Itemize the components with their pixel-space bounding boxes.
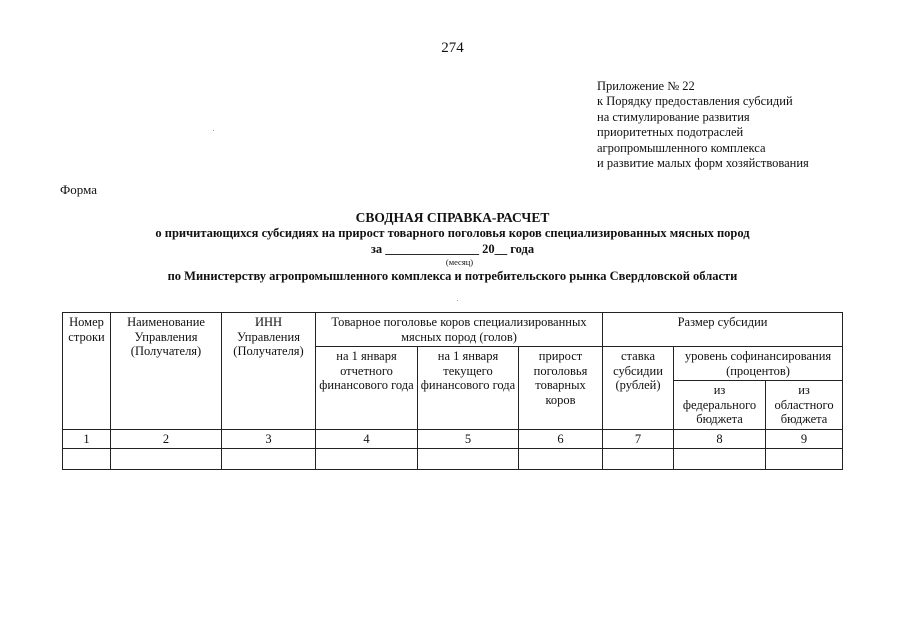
column-number: 9 [766,429,843,449]
ministry-line: по Министерству агропромышленного комплекса и потребительского рынка Свердловской области [167,269,738,283]
header-recipient-name: Наименование Управления (Получателя) [111,313,222,430]
appendix-line: агропромышленного комплекса [597,140,766,155]
header-livestock-group: Товарное поголовье коров специализированных мясных пород (голов) [316,313,603,347]
column-number: 7 [603,429,674,449]
column-number: 4 [316,429,418,449]
column-number-row [63,429,843,449]
appendix-line: и развитие малых форм хозяйствования [597,156,809,171]
column-number: 8 [674,429,766,449]
subsidy-calculation-table [62,312,843,470]
empty-cell [766,449,843,470]
column-number: 2 [111,429,222,449]
appendix-note [597,79,809,171]
header-jan-reporting-year: на 1 января отчетного финансового года [316,347,418,430]
column-number: 3 [222,429,316,449]
document-title-block [0,209,905,284]
empty-cell [519,449,603,470]
appendix-line: к Порядку предоставления субсидий [597,94,793,109]
header-cofinancing-group: уровень софинансирования (процентов) [674,347,843,381]
scan-speck [457,300,458,301]
column-number: 1 [63,429,111,449]
period-hint: (месяц) [445,257,474,267]
column-number: 6 [519,429,603,449]
table-row [63,449,843,470]
empty-cell [316,449,418,470]
header-federal-budget: из федерального бюджета [674,381,766,430]
empty-cell [111,449,222,470]
empty-cell [603,449,674,470]
form-label: Форма [60,182,97,197]
document-title: СВОДНАЯ СПРАВКА-РАСЧЕТ [355,210,550,225]
appendix-line: Приложение № 22 [597,79,695,93]
header-regional-budget: из областного бюджета [766,381,843,430]
header-subsidy-rate: ставка субсидии (рублей) [603,347,674,430]
empty-cell [418,449,519,470]
header-recipient-inn: ИНН Управления (Получателя) [222,313,316,430]
reporting-period: за _______________ 20__ года [370,242,535,256]
empty-cell [674,449,766,470]
appendix-line: на стимулирование развития [597,109,750,124]
scan-speck [213,130,214,131]
header-row-number: Номер строки [63,313,111,430]
appendix-line: приоритетных подотраслей [597,125,744,140]
empty-cell [63,449,111,470]
empty-cell [222,449,316,470]
header-subsidy-group: Размер субсидии [603,313,843,347]
header-jan-current-year: на 1 января текущего финансового года [418,347,519,430]
document-subtitle: о причитающихся субсидиях на прирост товарного поголовья коров специализированных мясных пород [155,226,750,240]
column-number: 5 [418,429,519,449]
header-livestock-increase: прирост поголовья товарных коров [519,347,603,430]
page-number: 274 [441,40,464,56]
